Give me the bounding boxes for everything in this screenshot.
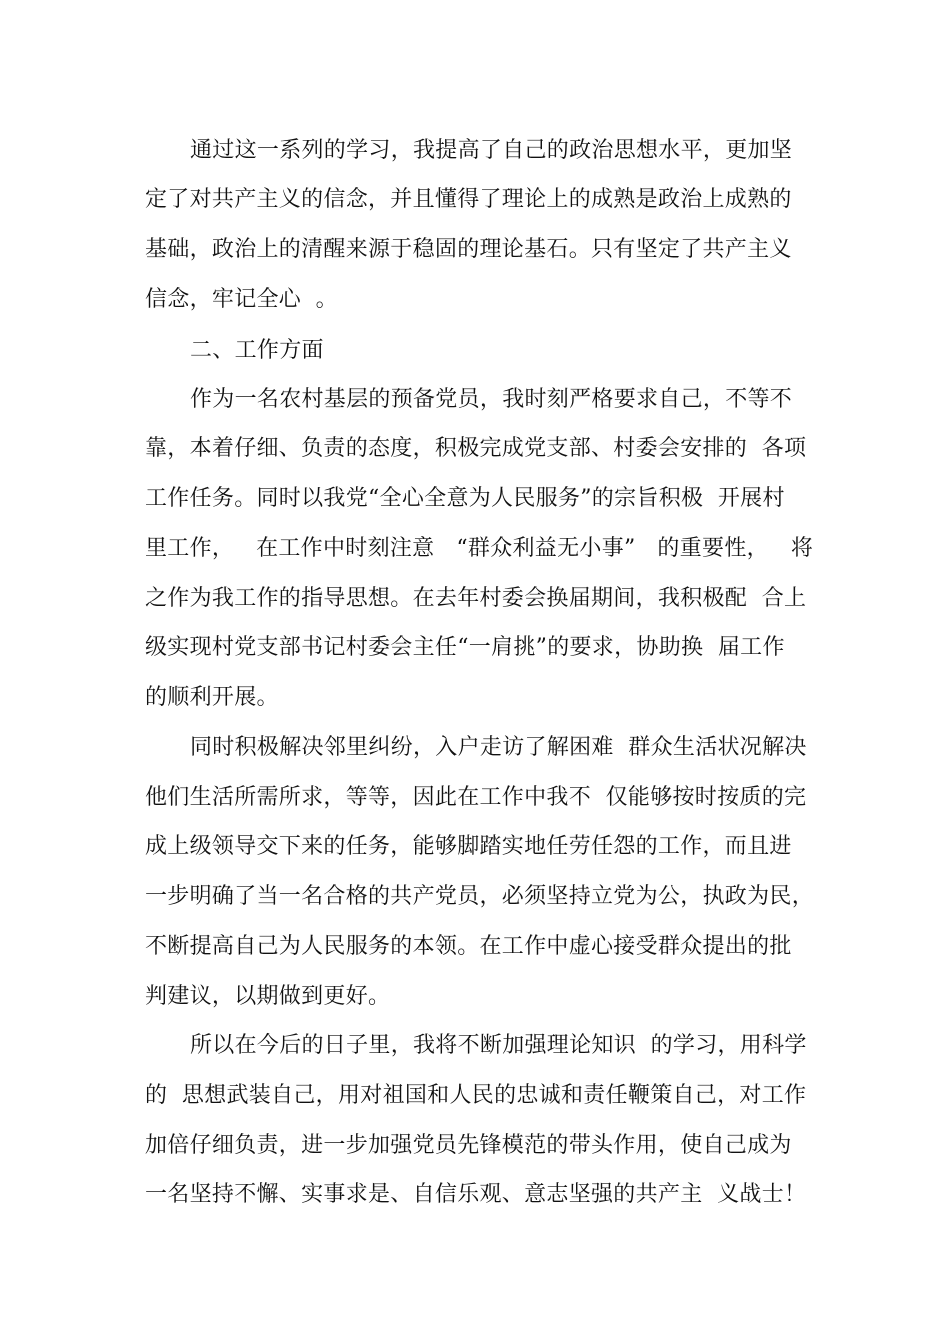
text-line: 一名坚持不懈、实事求是、自信乐观、意志坚强的共产主 义战士！ [145, 1182, 807, 1207]
text-line: 通过这一系列的学习，我提高了自己的政治思想水平，更加坚 [190, 138, 793, 163]
text-line: 基础，政治上的清醒来源于稳固的理论基石。只有坚定了共产主义 [145, 237, 792, 262]
text-line: 作为一名农村基层的预备党员，我时刻严格要求自己，不等不 [190, 387, 793, 412]
text-line: 里工作， 在工作中时刻注意 “群众利益无小事” 的重要性， 将 [145, 536, 814, 561]
section-heading: 二、工作方面 [190, 338, 324, 363]
text-line: 之作为我工作的指导思想。在去年村委会换届期间，我积极配 合上 [145, 586, 807, 611]
text-line: 的顺利开展。 [145, 685, 279, 710]
text-line: 成上级领导交下来的任务，能够脚踏实地任劳任怨的工作，而且进 [145, 834, 792, 859]
text-line: 不断提高自己为人民服务的本领。在工作中虚心接受群众提出的批 [145, 934, 792, 959]
text-line: 他们生活所需所求，等等，因此在工作中我不 仅能够按时按质的完 [145, 785, 807, 810]
text-line: 工作任务。同时以我党“全心全意为人民服务”的宗旨积极 开展村 [145, 486, 785, 511]
text-line: 所以在今后的日子里，我将不断加强理论知识 的学习，用科学 [190, 1033, 807, 1058]
text-line: 靠，本着仔细、负责的态度，积极完成党支部、村委会安排的 各项 [145, 436, 807, 461]
text-line: 判建议，以期做到更好。 [145, 984, 391, 1009]
text-line: 一步明确了当一名合格的共产党员，必须坚持立党为公，执政为民， [145, 884, 815, 909]
text-line: 级实现村党支部书记村委会主任“一肩挑”的要求，协助换 届工作 [145, 635, 785, 660]
text-line: 同时积极解决邻里纠纷，入户走访了解困难 群众生活状况解决 [190, 735, 807, 760]
text-line: 加倍仔细负责，进一步加强党员先锋模范的带头作用，使自己成为 [145, 1133, 792, 1158]
text-line: 信念，牢记全心 。 [145, 287, 338, 312]
text-line: 的 思想武装自己，用对祖国和人民的忠诚和责任鞭策自己，对工作 [145, 1083, 807, 1108]
text-line: 定了对共产主义的信念，并且懂得了理论上的成熟是政治上成熟的 [145, 187, 792, 212]
